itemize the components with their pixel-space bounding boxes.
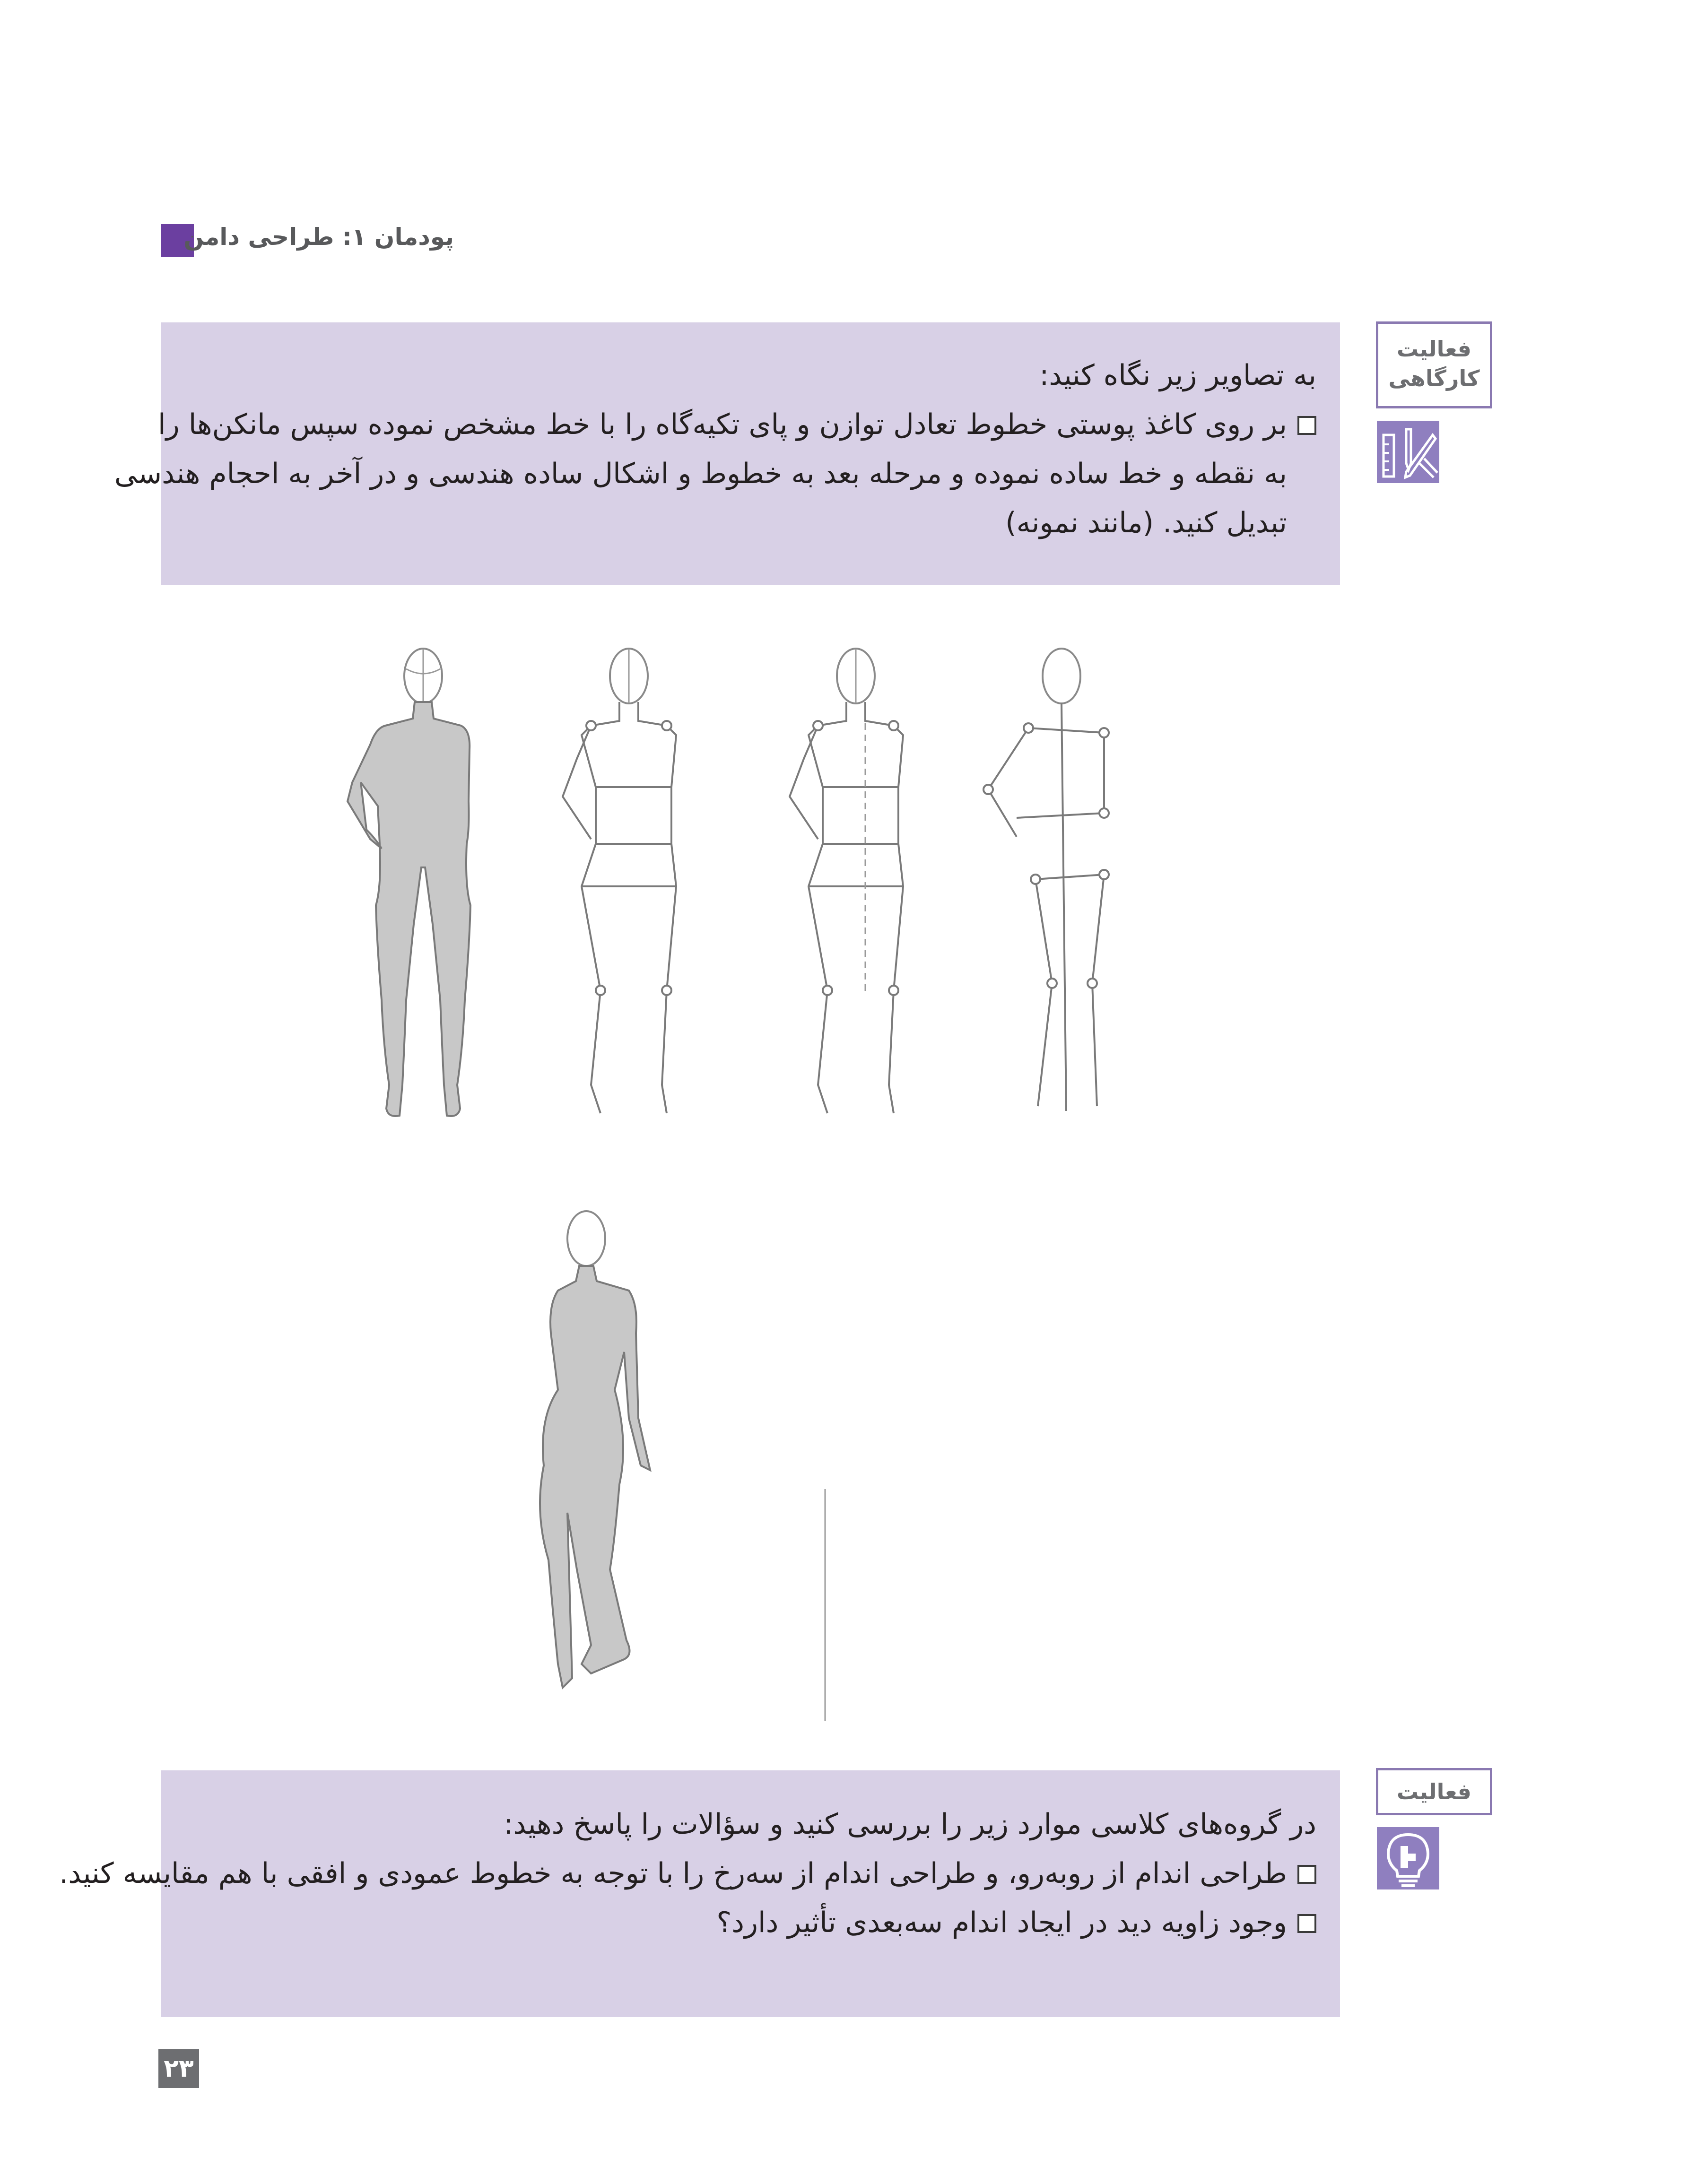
activity2-item2-text: وجود زاویه دید در ایجاد اندام سه‌بعدی تأثیر دارد؟: [716, 1906, 1287, 1939]
activity2-item1-text: طراحی اندام از روبه‌رو، و طراحی اندام از سه‌رخ را با توجه به خطوط عمودی و افقی با هم مقایسه کنید.: [59, 1857, 1287, 1890]
page-number: ۲۳: [158, 2049, 199, 2088]
activity2-intro: در گروه‌های کلاسی موارد زیر را بررسی کنید و سؤالات را پاسخ دهید:: [504, 1808, 1316, 1841]
checkbox-icon: [1297, 1865, 1316, 1884]
three-quarter-mannequin: [540, 1211, 650, 1688]
activity1-item-line1: بر روی کاغذ پوستی خطوط تعادل توازن و پای تکیه‌گاه را با خط مشخص نموده سپس مانکن‌ها را: [158, 408, 1287, 441]
tag-line-workshop: کارگاهی: [1388, 365, 1480, 391]
simplified-mannequin: [983, 649, 1109, 1111]
activity1-intro: به تصاویر زیر نگاه کنید:: [1039, 359, 1316, 392]
discussion-activity-text: [59, 1800, 1316, 1947]
point-line-mannequin: [790, 649, 903, 1113]
tag-line-activity: فعالیت: [1396, 336, 1472, 362]
activity2-item2: [184, 1898, 1316, 1947]
discussion-activity-box: [59, 1770, 1340, 2017]
module-title: پودمان ۱: طراحی دامن: [183, 223, 454, 251]
activity1-item-line2: به نقطه و خط ساده نموده و مرحله بعد به خطوط و اشکال ساده هندسی و در آخر به احجام هندسی: [114, 457, 1287, 490]
front-mannequin-hand-on-hip: [825, 1206, 1688, 1721]
activity1-item-line3: تبدیل کنید. (مانند نمونه): [1005, 506, 1287, 539]
activity2-item1: [59, 1849, 1316, 1898]
activity-tag: فعالیت: [1376, 1768, 1492, 1815]
shaded-mannequin: [348, 649, 470, 1116]
checkbox-icon: [1297, 1914, 1316, 1933]
geometric-mannequin: [563, 649, 676, 1113]
lightbulb-puzzle-icon: [1377, 1827, 1439, 1889]
